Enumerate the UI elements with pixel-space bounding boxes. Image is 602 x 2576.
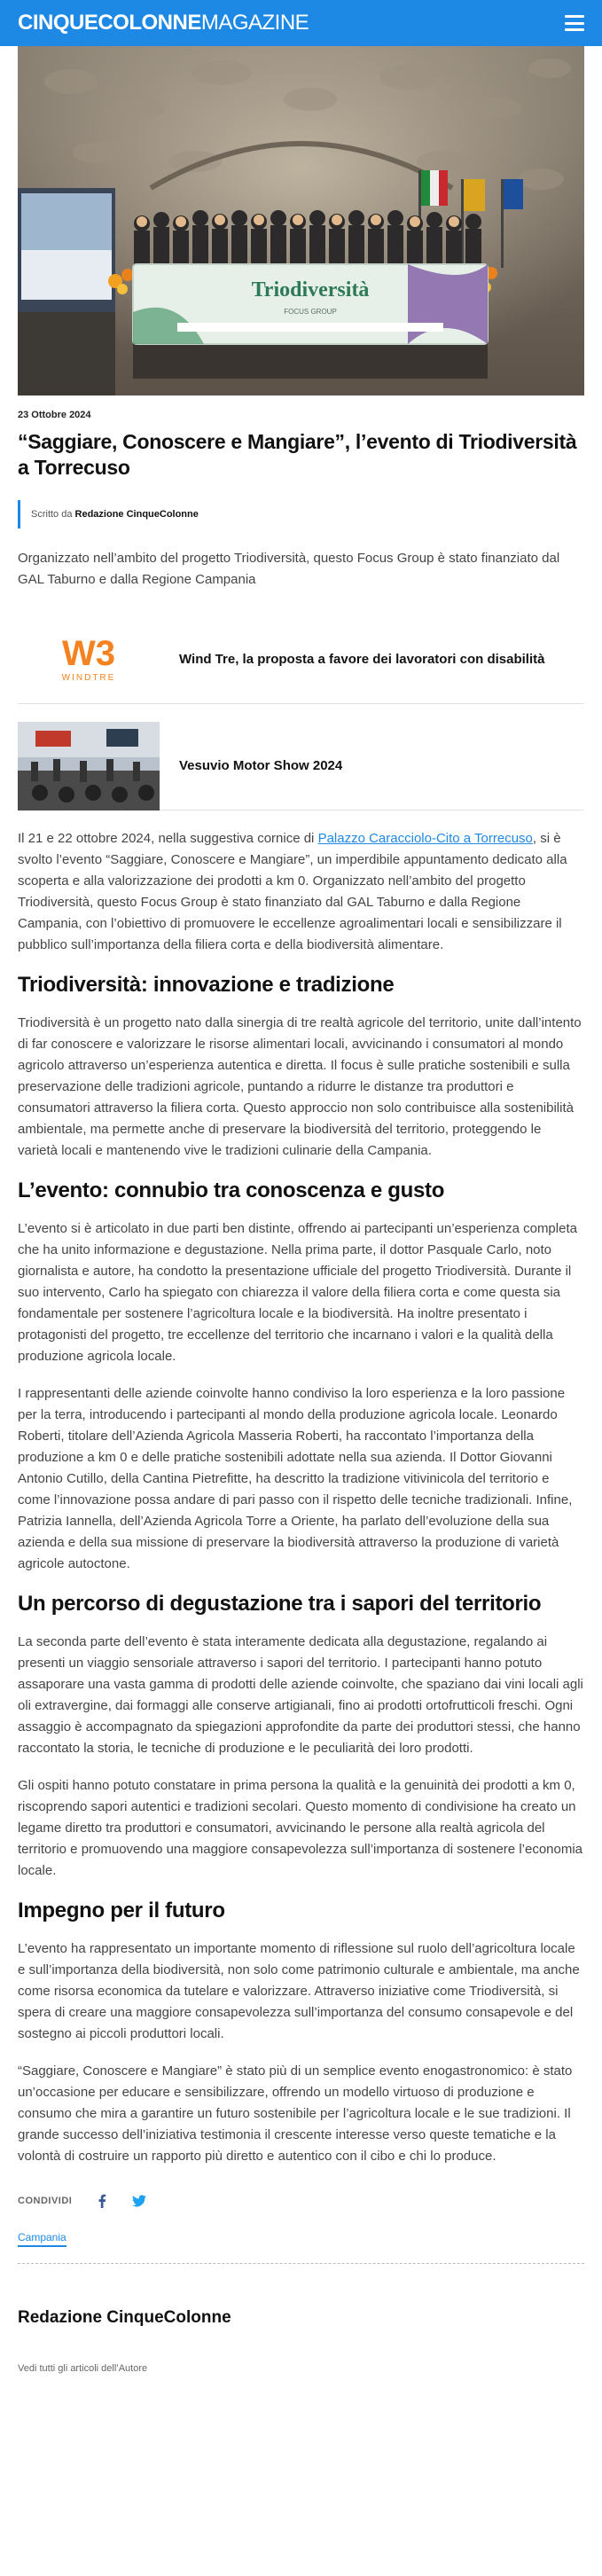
hero-banner-title: Triodiversità xyxy=(251,278,370,301)
related-item[interactable] xyxy=(18,615,584,704)
related-thumb-windtre[interactable] xyxy=(18,615,160,704)
byline-prefix: Scritto da xyxy=(31,509,75,520)
related-thumb-vesuvio[interactable] xyxy=(18,722,160,810)
article-excerpt: Organizzato nell’ambito del progetto Triodiversità, questo Focus Group è stato finanziato dal GAL Taburno e dalla Regione Campania xyxy=(18,551,560,587)
windtre-logo-icon: W3 WINDTRE xyxy=(61,634,116,683)
article-title: “Saggiare, Conoscere e Mangiare”, l’evento di Triodiversità a Torrecuso xyxy=(18,430,577,479)
section-heading: Impegno per il futuro xyxy=(18,1899,225,1922)
section-heading: Un percorso di degustazione tra i sapori del territorio xyxy=(18,1592,542,1616)
author-name[interactable]: Redazione CinqueColonne xyxy=(18,2308,231,2327)
paragraph: Triodiversità è un progetto nato dalla sinergia di tre realtà agricole del territorio, unite dall’intento di far conoscere e valorizzare le risorse alimentari locali, avvicinando i consumatori al mondo agricolo attraverso un’esperienza autentica e diretta. Il focus è sulle pratiche sostenibili e sulla preservazione delle tradizioni agricole, puntando a ridurre le distanze tra produttori e consumatori attraverso la filiera corta. Questo approccio non solo contribuisce alla sostenibilità ambientale, ma permette anche di preservare la biodiversità del territorio, proteggendo le varietà locali e mantenendo vive le tradizioni culinarie della Campania. xyxy=(18,1015,582,1158)
related-title[interactable]: Vesuvio Motor Show 2024 xyxy=(179,758,343,773)
paragraph: I rappresentanti delle aziende coinvolte hanno condiviso la loro esperienza e la loro passione per la terra, introducendo i partecipanti al mondo della produzione agricola locale. Leonardo Roberti, titolare dell’Azienda Agricola Masseria Roberti, ha raccontato l’importanza della produzione a km 0 e delle pratiche sostenibili adottate nella sua azienda. Il Dottor Giovanni Antonio Cutillo, della Cantina Pietrefitte, ha descritto la tradizione vitivinicola del territorio e come l’innovazione possa andare di pari passo con il rispetto delle tecniche tradizionali. Infine, Patrizia Iannella, dell’Azienda Agricola Torre a Oriente, ha parlato dell’evoluzione della sua azienda e della sua missione di preservare la biodiversità attraverso la produzione di varietà agricole autoctone. xyxy=(18,1386,573,1571)
byline-author[interactable]: Redazione CinqueColonne xyxy=(74,509,199,520)
paragraph: Il 21 e 22 ottobre 2024, nella suggestiva cornice di Palazzo Caracciolo-Cito a Torrecuso, si è svolto l’evento “Saggiare, Conoscere e Mangiare”, un imperdibile appuntamento dedicato alla scoperta e alla valorizzazione dei prodotti a km 0. Organizzato nell’ambito del progetto Triodiversità, questo Focus Group è stato finanziato dal GAL Taburno e dalla Regione Campania, con l’obiettivo di promuovere le eccellenze agroalimentari locali e sensibilizzare il pubblico sull’importanza della filiera corta e della biodiversità alimentare. xyxy=(18,831,567,952)
hero-photo-illustration xyxy=(18,46,584,395)
logo-light: MAGAZINE xyxy=(200,11,309,35)
share-label: CONDIVIDI xyxy=(18,2196,73,2206)
related-item[interactable] xyxy=(18,722,584,810)
related-articles xyxy=(18,615,584,810)
share-bar xyxy=(18,2194,584,2208)
paragraph: Gli ospiti hanno potuto constatare in prima persona la qualità e la genuinità dei prodotti a km 0, riscoprendo sapori autentici e tradizioni secolari. Questo momento di condivisione ha creato un legame diretto tra produttori e consumatori, avvicinando le persone alla realtà agricola del territorio e promuovendo una maggiore consapevolezza sull’importanza di sostenere l’economia locale. xyxy=(18,1778,583,1878)
twitter-icon[interactable] xyxy=(132,2194,146,2208)
main-content xyxy=(0,46,602,2376)
divider xyxy=(18,2263,584,2264)
related-title[interactable]: Wind Tre, la proposta a favore dei lavoratori con disabilità xyxy=(179,652,545,667)
site-header xyxy=(0,0,602,46)
motorbike-photo-icon xyxy=(18,722,160,810)
hamburger-menu-icon[interactable] xyxy=(565,15,584,31)
paragraph: La seconda parte dell’evento è stata interamente dedicata alla degustazione, regalando ai presenti un viaggio sensoriale attraverso i sapori del territorio. I partecipanti hanno potuto assaporare una vasta gamma di prodotti delle aziende coinvolte, che spaziano dai vini locali agli oli extravergine, dai formaggi alle conserve artigianali, fino ai prodotti ortofrutticoli freschi. Ogni assaggio è accompagnato da spiegazioni approfondite da parte dei produttori stessi, che hanno raccontato la storia, le tecniche di produzione e le peculiarità dei loro prodotti. xyxy=(18,1634,583,1756)
category-tag[interactable]: Campania xyxy=(18,2231,66,2247)
section-heading: L’evento: connubio tra conoscenza e gusto xyxy=(18,1178,445,1202)
paragraph: “Saggiare, Conoscere e Mangiare” è stato più di un semplice evento enogastronomico: è stato un’occasione per educare e sensibilizzare, offrendo un modello virtuoso di produzione e consumo che mira a garantire un futuro sostenibile per l’agricoltura locale e le sue tradizioni. Il grande successo dell’iniziativa testimonia il crescente interesse verso queste tematiche e la volontà di costruire un rapporto più diretto e autentico con il cibo e chi lo produce. xyxy=(18,2063,573,2164)
site-logo[interactable] xyxy=(18,11,309,35)
author-articles-link[interactable]: Vedi tutti gli articoli dell’Autore xyxy=(18,2363,148,2374)
paragraph: L’evento ha rappresentato un importante momento di riflessione sul ruolo dell’agricoltura locale e sull’importanza della biodiversità, non solo come patrimonio culturale e ambientale, ma anche come risorsa economica da tutelare e valorizzare. Attraverso iniziative come Triodiversità, si spera di creare una maggiore consapevolezza sull’importanza del consumo consapevole e del sostegno ai piccoli produttori locali. xyxy=(18,1941,580,2041)
palazzo-link[interactable]: Palazzo Caracciolo-Cito a Torrecuso xyxy=(317,831,533,846)
article-byline xyxy=(18,500,584,529)
hero-image xyxy=(18,46,584,395)
hero-banner-subtitle: FOCUS GROUP xyxy=(284,308,337,316)
section-heading: Triodiversità: innovazione e tradizione xyxy=(18,973,395,997)
paragraph: L’evento si è articolato in due parti ben distinte, offrendo ai partecipanti un’esperienza completa che ha unito informazione e degustazione. Nella prima parte, il dottor Pasquale Carlo, noto giornalista e autore, ha condotto la presentazione ufficiale del progetto Triodiversità. Durante il suo intervento, Carlo ha spiegato con chiarezza il valore della filiera corta e come questa sia fondamentale per sostenere l’agricoltura locale e la biodiversità. Ha inoltre presentato i protagonisti del progetto, tre eccellenze del territorio che incarnano i valori e la qualità della produzione agricola locale. xyxy=(18,1221,577,1364)
article-body xyxy=(18,828,584,2167)
article-date: 23 Ottobre 2024 xyxy=(18,410,91,420)
facebook-icon[interactable] xyxy=(95,2194,109,2208)
logo-bold: CINQUECOLONNE xyxy=(18,11,201,35)
